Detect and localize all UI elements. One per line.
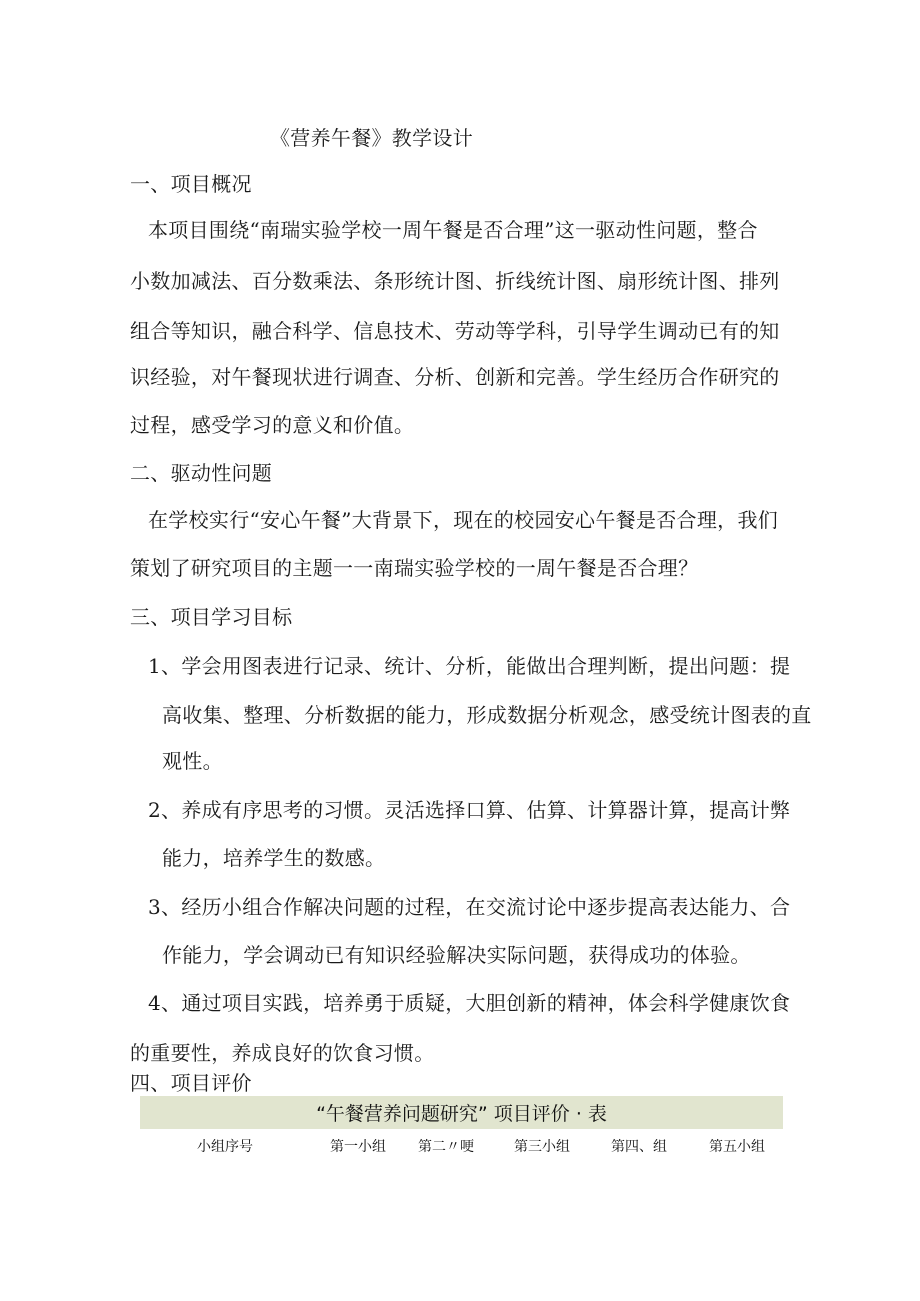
goal-line: 1、学会用图表进行记录、统计、分析，能做出合理判断，提出问题：提 bbox=[148, 654, 791, 678]
goal-line: 高收集、整理、分析数据的能力，形成数据分析观念，感受统计图表的直 bbox=[162, 703, 812, 727]
section-heading-learning-goals: 三、项目学习目标 bbox=[130, 605, 293, 629]
goal-line: 2、养成有序思考的习惯。灵活选择口算、估算、计算器计算，提高计弊 bbox=[148, 798, 791, 822]
paragraph-line: 小数加减法、百分数乘法、条形统计图、折线统计图、扇形统计图、排列 bbox=[130, 269, 780, 293]
goal-line: 作能力，学会调动已有知识经验解决实际问题，获得成功的体验。 bbox=[162, 943, 751, 967]
section-heading-driving-question: 二、驱动性问题 bbox=[130, 461, 273, 485]
table-header-cell: 小组序号 bbox=[197, 1139, 253, 1155]
paragraph-line: 识经验，对午餐现状进行调查、分析、创新和完善。学生经历合作研究的 bbox=[130, 365, 780, 389]
goal-line: 4、通过项目实践，培养勇于质疑，大胆创新的精神，体会科学健康饮食 bbox=[148, 991, 791, 1015]
page-title: 《营养午餐》教学设计 bbox=[270, 126, 473, 150]
table-header-cell: 第四、组 bbox=[611, 1139, 667, 1155]
table-header-cell: 第五小组 bbox=[709, 1139, 765, 1155]
paragraph-line: 在学校实行“安心午餐”大背景下，现在的校园安心午餐是否合理，我们 bbox=[148, 508, 779, 532]
paragraph-line: 本项目围绕“南瑞实验学校一周午餐是否合理”这一驱动性问题，整合 bbox=[148, 218, 758, 242]
paragraph-line: 组合等知识，融合科学、信息技术、劳动等学科，引导学生调动已有的知 bbox=[130, 319, 780, 343]
section-heading-overview: 一、项目概况 bbox=[130, 172, 252, 196]
table-header-cell: 第三小组 bbox=[514, 1139, 570, 1155]
evaluation-table-title-bar bbox=[140, 1096, 783, 1129]
goal-line: 能力，培养学生的数感。 bbox=[162, 846, 386, 870]
section-heading-evaluation: 四、项目评价 bbox=[130, 1071, 252, 1095]
goal-line: 观性。 bbox=[162, 749, 223, 773]
goal-line: 3、经历小组合作解决问题的过程，在交流讨论中逐步提高表达能力、合 bbox=[148, 895, 791, 919]
table-header-cell: 第一小组 bbox=[330, 1139, 386, 1155]
goal-line: 的重要性，养成良好的饮食习惯。 bbox=[130, 1041, 435, 1065]
paragraph-line: 过程，感受学习的意义和价值。 bbox=[130, 413, 415, 437]
paragraph-line: 策划了研究项目的主题一一南瑞实验学校的一周午餐是否合理？ bbox=[130, 556, 699, 580]
evaluation-table-title: “午餐营养问题研究” 项目评价 · 表 bbox=[316, 1103, 607, 1125]
table-header-cell: 第二〃哽 bbox=[418, 1139, 474, 1155]
